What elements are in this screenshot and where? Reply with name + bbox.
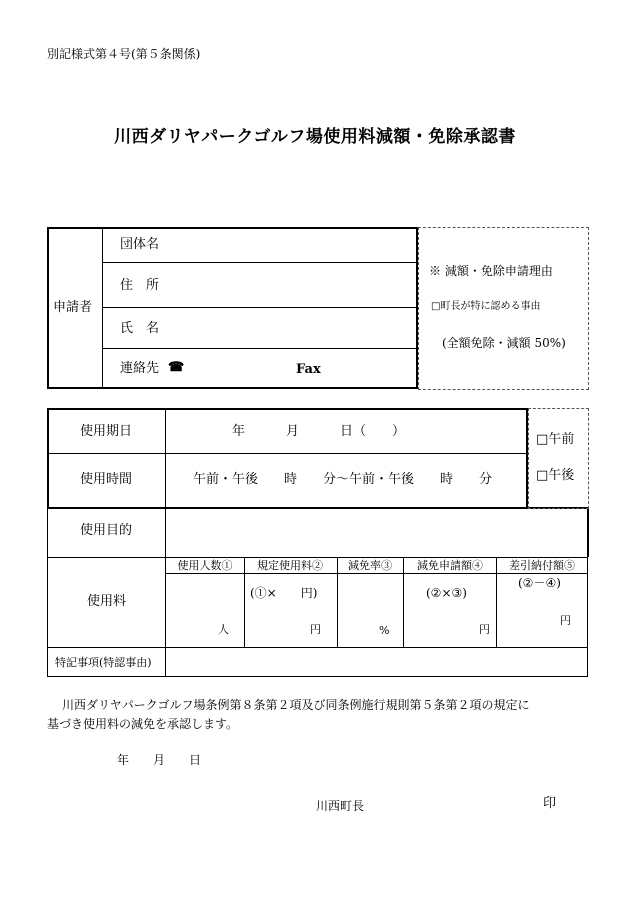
ampm-box	[528, 408, 589, 509]
fee-col-header: 使用人数①	[177, 559, 233, 572]
name-label: 氏 名	[120, 321, 160, 336]
address-label: 住 所	[120, 278, 160, 293]
reason-option-checkbox[interactable]: □町長が特に認める事由	[431, 301, 541, 312]
time-label: 使用時間	[80, 472, 133, 487]
fee-col-divider	[244, 557, 245, 647]
applicant-header: 申請者	[53, 300, 93, 315]
row-line	[48, 453, 527, 454]
label-divider	[165, 409, 166, 676]
pm-checkbox[interactable]: □午後	[536, 468, 575, 483]
contact-label: 連絡先	[120, 361, 160, 376]
org-label: 団体名	[120, 237, 160, 252]
am-checkbox[interactable]: □午前	[536, 432, 575, 447]
fee-col-header: 減免率③	[348, 559, 392, 572]
unit-yen: 円	[310, 623, 321, 636]
fee-col-header: 減免申請額④	[417, 559, 483, 572]
fee-col-divider	[496, 557, 497, 647]
date-year: 年	[232, 424, 246, 439]
row-line	[48, 557, 588, 558]
fee-formula-5: (②－④)	[518, 576, 561, 590]
fee-col-header: 規定使用料②	[257, 559, 323, 572]
purpose-label: 使用目的	[80, 523, 133, 538]
date-day: 日（ ）	[340, 424, 406, 439]
unit-yen: 円	[560, 614, 571, 627]
row-line	[102, 262, 417, 263]
approval-text-line2: 基づき使用料の減免を承認します。	[47, 717, 239, 731]
page-title: 川西ダリヤパークゴルフ場使用料減額・免除承認書	[114, 127, 516, 147]
unit-people: 人	[218, 623, 229, 636]
fee-col-header: 差引納付額⑤	[509, 559, 575, 572]
unit-percent: %	[379, 624, 390, 637]
phone-icon: ☎	[168, 360, 185, 375]
fee-col-divider	[337, 557, 338, 647]
unit-yen: 円	[479, 623, 490, 636]
date-month: 月	[286, 424, 300, 439]
time-text: 午前・午後 時 分～午前・午後 時 分	[193, 472, 493, 487]
fee-col-divider	[403, 557, 404, 647]
special-label: 特記事項(特認事由)	[55, 656, 152, 669]
row-line	[48, 647, 588, 648]
fee-formula-2: (①× 円)	[250, 586, 318, 600]
date-label: 使用期日	[80, 424, 133, 439]
reason-note: (全額免除・減額 50%)	[442, 336, 566, 350]
fee-formula-4: (②×③)	[426, 586, 467, 600]
usage-right-edge	[587, 507, 589, 557]
seal-mark: 印	[543, 796, 557, 811]
row-line	[102, 307, 417, 308]
signer: 川西町長	[316, 799, 365, 813]
applicant-divider	[102, 228, 103, 388]
form-number: 別記様式第４号(第５条関係)	[47, 47, 201, 61]
fee-label: 使用料	[87, 594, 127, 609]
approval-date: 年 月 日	[117, 753, 202, 767]
fee-header-line	[166, 573, 588, 574]
reason-heading: ※ 減額・免除申請理由	[429, 264, 553, 278]
fax-label: Fax	[296, 362, 321, 377]
row-line	[102, 348, 417, 349]
approval-text-line1: 川西ダリヤパークゴルフ場条例第８条第２項及び同条例施行規則第５条第２項の規定に	[62, 698, 530, 712]
